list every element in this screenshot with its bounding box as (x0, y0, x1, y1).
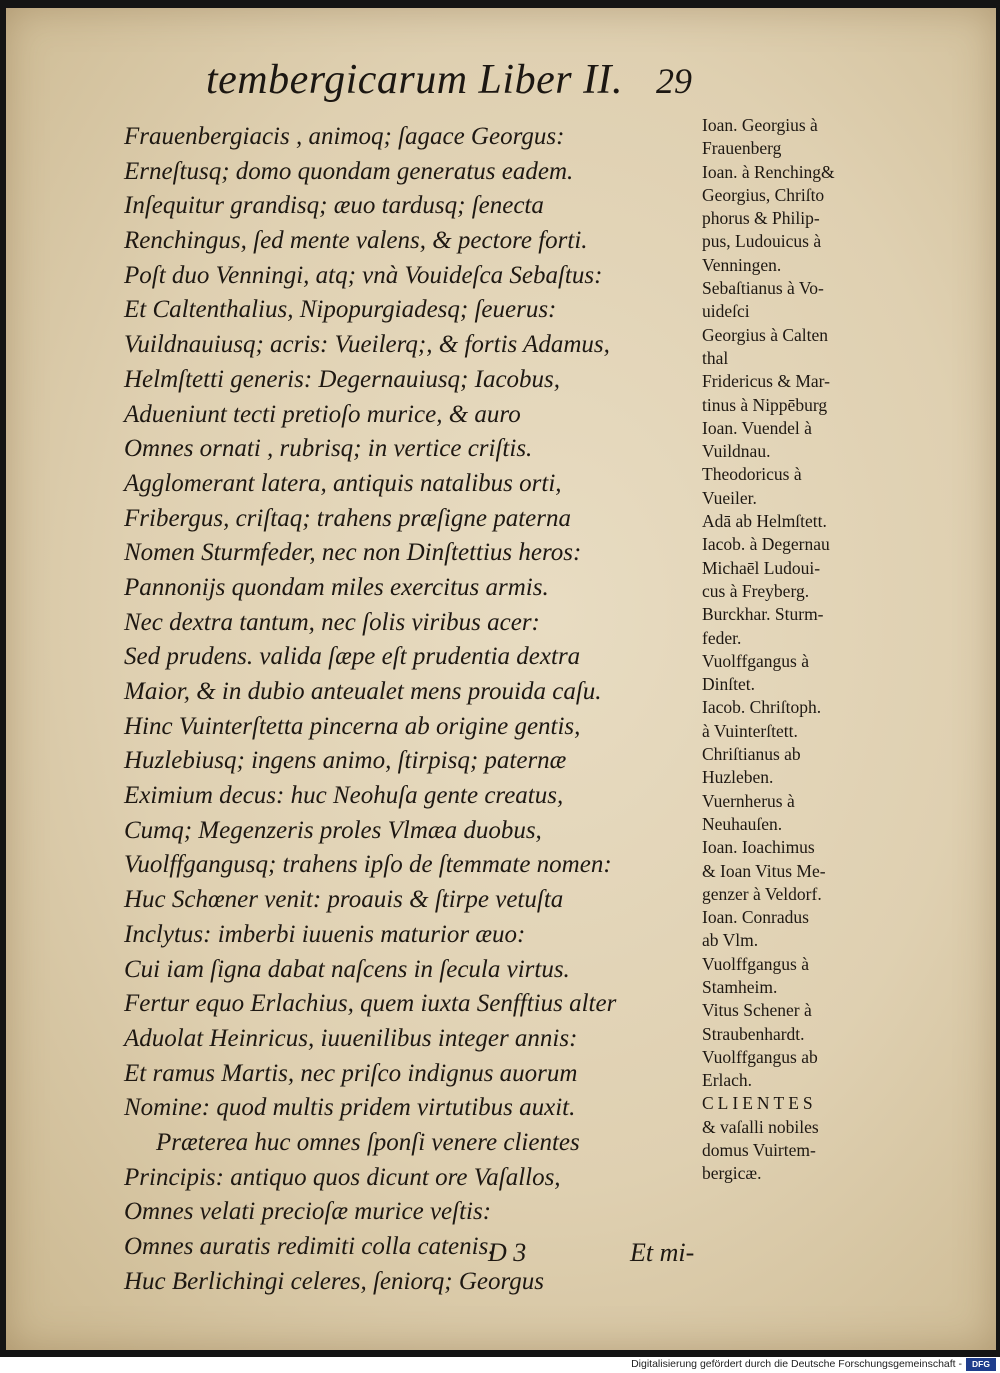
running-title: tembergicarum Liber II. (206, 57, 624, 103)
marginal-note: Vuolffgangus à (702, 953, 810, 974)
verse-line: Helmſtetti generis: Degernauiusq; Iacobus, (124, 365, 561, 393)
marginal-note: ab Vlm. (702, 930, 759, 951)
marginal-note: Vitus Schener à (702, 1000, 812, 1021)
marginal-note: Burckhar. Sturm- (702, 604, 824, 625)
marginal-note: domus Vuirtem- (702, 1140, 816, 1161)
verse-line: Inſequitur grandisq; æuo tardusq; ſenecta (124, 192, 544, 220)
verse-line: Nomine: quod multis pridem virtutibus auxit. (124, 1094, 576, 1122)
marginal-note: Sebaſtianus à Vo- (702, 278, 824, 299)
page-number: 29 (656, 61, 692, 101)
marginal-note: & vaſalli nobiles (702, 1116, 819, 1137)
marginal-note: Ioan. Vuendel à (702, 417, 812, 438)
verse-line: Fertur equo Erlachius, quem iuxta Senfftius alter (124, 990, 617, 1018)
verse-line: Huc Schœner venit: proauis & ſtirpe vetuſta (124, 886, 564, 914)
catchword: Et mi- (630, 1238, 695, 1267)
verse-line: Cumq; Megenzeris proles Vlmæa duobus, (124, 816, 542, 844)
verse-line: Præterea huc omnes ſponſi venere clientes (156, 1128, 580, 1156)
marginal-note: Iacob. à Degernau (702, 534, 830, 555)
marginal-note: Theodoricus à (702, 464, 802, 485)
marginal-note: Adā ab Helmſtett. (702, 511, 827, 532)
verse-line: Eximium decus: huc Neohuſa gente creatus, (124, 782, 564, 810)
book-page (6, 8, 996, 1350)
verse-line: Maior, & in dubio anteualet mens prouida caſu. (124, 678, 602, 705)
marginal-note: Vuildnau. (702, 441, 771, 462)
digitization-footer (0, 1357, 1000, 1373)
verse-line: Sed prudens. valida ſæpe eſt prudentia dextra (124, 643, 581, 671)
verse-line: Agglomerant latera, antiquis natalibus orti, (124, 469, 562, 497)
verse-line: Renchingus, ſed mente valens, & pectore forti. (124, 227, 588, 255)
marginal-note: Georgius, Chriſto (702, 184, 825, 205)
marginal-note: Michaēl Ludoui- (702, 557, 821, 578)
verse-line: Vuildnauiusq; acris: Vueilerq;, & fortis Adamus, (124, 331, 610, 359)
marginal-note: Vuolffgangus ab (702, 1046, 818, 1067)
verse-line: Inclytus: imberbi iuuenis maturior æuo: (124, 920, 526, 948)
verse-line: Aduolat Heinricus, iuuenilibus integer annis: (124, 1024, 578, 1052)
marginal-note: Fridericus & Mar- (702, 371, 830, 392)
verse-line: Hinc Vuinterſtetta pincerna ab origine gentis, (124, 712, 581, 740)
marginal-note: genzer à Veldorf. (702, 883, 822, 904)
dfg-logo: DFG (966, 1358, 996, 1371)
verse-line: Omnes auratis redimiti colla catenis. (124, 1233, 495, 1260)
marginal-notes (702, 114, 867, 1186)
marginal-note: Ioan. Georgius à (702, 115, 818, 135)
verse-column (124, 120, 669, 1299)
marginal-note: Iacob. Chriſtoph. (702, 697, 822, 718)
marginal-note: thal (702, 347, 729, 368)
verse-line: Huzlebiusq; ingens animo, ſtirpisq; paternæ (124, 747, 567, 775)
marginal-note: uideſci (702, 301, 750, 322)
verse-line: Vuolffgangusq; trahens ipſo de ſtemmate nomen: (124, 851, 612, 879)
marginal-note: Dinſtet. (702, 674, 755, 695)
verse-line: Et Caltenthalius, Nipopurgiadesq; ſeuerus: (124, 296, 557, 324)
verse-line: Frauenbergiacis , animoq; ſagace Georgus: (124, 123, 565, 150)
funding-credit: Digitalisierung gefördert durch die Deutsche Forschungsgemeinschaft - (631, 1358, 962, 1370)
marginal-note: Stamheim. (702, 976, 778, 997)
verse-line: Huc Berlichingi celeres, ſeniorq; Georgus (124, 1267, 545, 1295)
marginal-note: & Ioan Vitus Me- (702, 860, 826, 881)
verse-line: Poſt duo Venningi, atq; vnà Vouideſca Sebaſtus: (124, 261, 603, 289)
marginal-note: bergicæ. (702, 1163, 762, 1184)
verse-line: Omnes velati precioſæ murice veſtis: (124, 1198, 492, 1226)
marginal-note: Erlach. (702, 1070, 753, 1091)
signature-mark: D 3 (488, 1238, 527, 1267)
marginal-note: Georgius à Calten (702, 324, 829, 345)
verse-line: Nec dextra tantum, nec ſolis viribus acer: (124, 608, 540, 636)
marginal-note: phorus & Philip- (702, 208, 820, 229)
verse-line: Et ramus Martis, nec priſco indignus auorum (124, 1059, 578, 1087)
verse-line: Fribergus, criſtaq; trahens præſigne paterna (124, 504, 571, 532)
marginal-note: tinus à Nippēburg (702, 394, 828, 415)
verse-line: Omnes ornati , rubrisq; in vertice criſtis. (124, 435, 533, 463)
marginal-note: Frauenberg (702, 138, 782, 159)
marginal-note: Chriſtianus ab (702, 744, 801, 765)
verse-line: Nomen Sturmfeder, nec non Dinſtettius heros: (124, 539, 582, 567)
marginal-heading: CLIENTES (702, 1093, 817, 1114)
marginal-note: Ioan. à Renching& (702, 161, 835, 182)
marginal-note: à Vuinterſtett. (702, 720, 798, 741)
verse-line: Pannonijs quondam miles exercitus armis. (124, 573, 549, 601)
verse-line: Adueniunt tecti pretioſo murice, & auro (124, 400, 521, 428)
verse-line: Erneſtusq; domo quondam generatus eadem. (124, 157, 574, 185)
marginal-note: cus à Freyberg. (702, 580, 810, 601)
marginal-note: Neuhauſen. (702, 813, 783, 834)
verse-line: Cui iam ſigna dabat naſcens in ſecula virtus. (124, 955, 570, 983)
marginal-note: Vuolffgangus à (702, 650, 810, 671)
marginal-note: feder. (702, 627, 742, 648)
marginal-note: Ioan. Conradus (702, 907, 809, 928)
marginal-note: Vuernherus à (702, 790, 795, 811)
marginal-note: Huzleben. (702, 767, 774, 788)
marginal-note: Vueiler. (702, 487, 757, 508)
marginal-note: Straubenhardt. (702, 1023, 805, 1044)
marginal-note: pus, Ludouicus à (702, 231, 822, 252)
verse-line: Principis: antiquo quos dicunt ore Vaſallos, (124, 1163, 561, 1191)
marginal-note: Ioan. Ioachimus (702, 837, 815, 858)
marginal-note: Venningen. (702, 254, 782, 275)
